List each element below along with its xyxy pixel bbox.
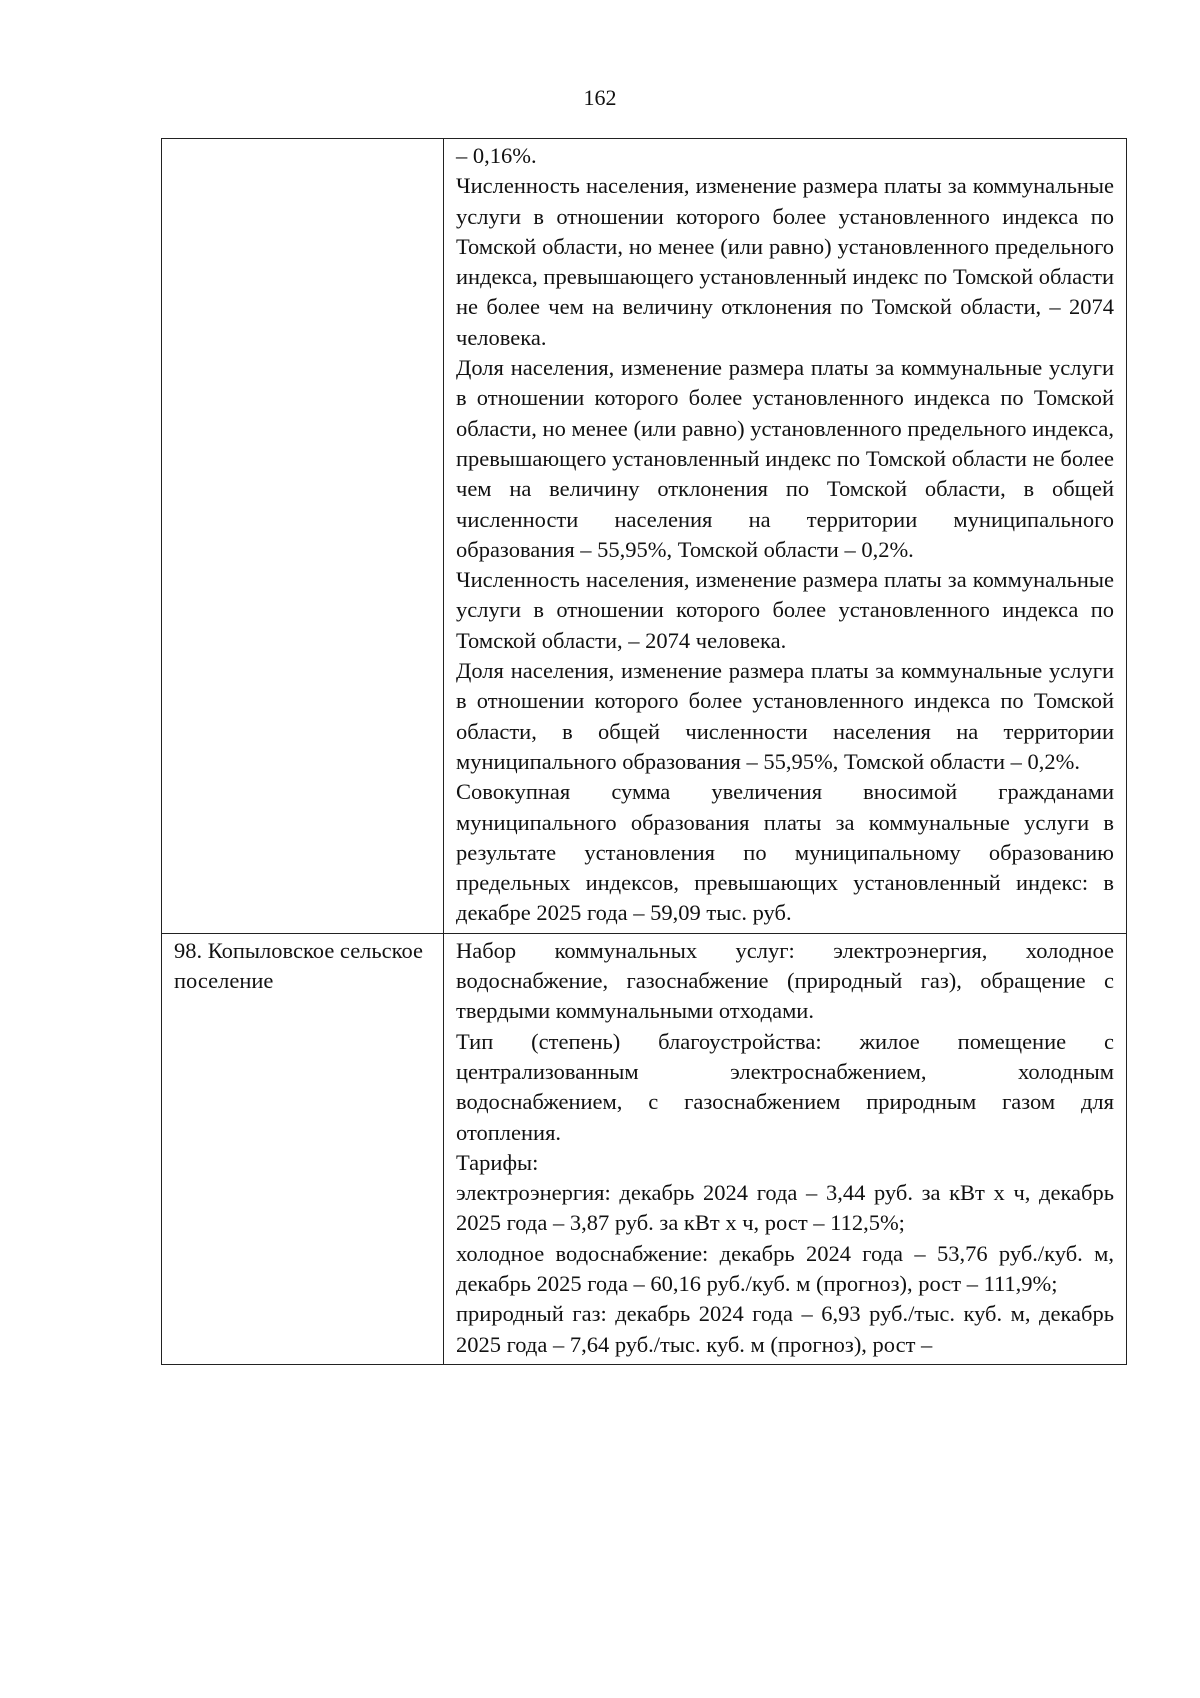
paragraph: Численность населения, изменение размера платы за коммунальные услуги в отношении которого более установленного индекса по Томской области, – 2074 человека.: [456, 567, 1114, 653]
table-cell-description: [444, 139, 1127, 934]
paragraph: Доля населения, изменение размера платы за коммунальные услуги в отношении которого более установленного индекса по Томской области, но менее (или равно) установленного предельного индекса, превышающего установленный индекс по Томской области не более чем на величину отклонения по Томской области, в общей численности населения на территории муниципального образования – 55,95%, Томской области – 0,2%.: [456, 355, 1114, 562]
paragraph: Численность населения, изменение размера платы за коммунальные услуги в отношении которого более установленного индекса по Томской области, но менее (или равно) установленного предельного индекса, превышающего установленный индекс по Томской области не более чем на величину отклонения по Томской области, – 2074 человека.: [456, 173, 1114, 350]
paragraph: электроэнергия: декабрь 2024 года – 3,44 руб. за кВт х ч, декабрь 2025 года – 3,87 руб. за кВт х ч, рост – 112,5%;: [456, 1180, 1114, 1236]
paragraph: холодное водоснабжение: декабрь 2024 года – 53,76 руб./куб. м, декабрь 2025 года – 60,16 руб./куб. м (прогноз), рост – 111,9%;: [456, 1240, 1114, 1296]
table-row: [162, 139, 1127, 934]
paragraph: Совокупная сумма увеличения вносимой гражданами муниципального образования платы за коммунальные услуги в результате установления по муниципальному образованию предельных индексов, превышающих установленный индекс: в декабре 2025 года – 59,09 тыс. руб.: [456, 779, 1114, 926]
municipality-name: [162, 139, 443, 145]
paragraph: – 0,16%.: [456, 143, 537, 168]
paragraph: Тарифы:: [456, 1149, 539, 1175]
table-cell-description: [444, 933, 1127, 1364]
table-cell-municipality: [162, 933, 444, 1364]
paragraph: Доля населения, изменение размера платы за коммунальные услуги в отношении которого более установленного индекса по Томской области, в общей численности населения на территории муниципального образования – 55,95%, Томской области – 0,2%.: [456, 658, 1114, 774]
paragraph: природный газ: декабрь 2024 года – 6,93 руб./тыс. куб. м, декабрь 2025 года – 7,64 руб./тыс. куб. м (прогноз), рост –: [456, 1301, 1114, 1357]
table-cell-municipality: [162, 139, 444, 934]
page-number: 162: [583, 85, 617, 110]
paragraph: Тип (степень) благоустройства: жилое помещение с централизованным электроснабжением, холодным водоснабжением, с газоснабжением природным газом для отопления.: [456, 1028, 1114, 1145]
document-table: [161, 138, 1127, 1365]
table-row: [162, 933, 1127, 1364]
paragraph: Набор коммунальных услуг: электроэнергия, холодное водоснабжение, газоснабжение (природный газ), обращение с твердыми коммунальными отходами.: [456, 937, 1114, 1024]
municipality-name: 98. Копыловское сельское поселение: [174, 937, 423, 994]
